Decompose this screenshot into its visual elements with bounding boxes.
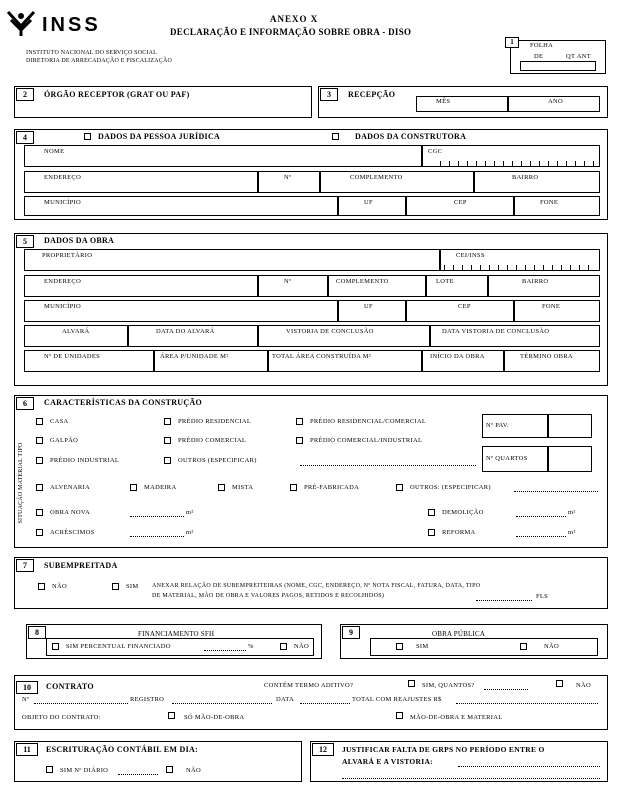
vistoria-label: VISTORIA DE CONCLUSÃO: [286, 328, 374, 335]
box-number-1: 1: [505, 37, 519, 48]
checkbox-pessoa-juridica[interactable]: [84, 133, 91, 140]
checkbox-pub-sim[interactable]: [396, 643, 403, 650]
tipo-predio-comercial-label: PRÉDIO COMERCIAL: [178, 437, 247, 444]
justificar-label-line1: JUSTIFICAR FALTA DE GRPS NO PERÍODO ENTRE O: [342, 745, 545, 754]
annex-title: ANEXO X: [270, 14, 319, 24]
cgc-label: CGC: [428, 148, 443, 155]
complemento-label: COMPLEMENTO: [350, 174, 403, 181]
npav-field[interactable]: [548, 414, 592, 438]
data-vistoria-label: DATA VISTORIA DE CONCLUSÃO: [442, 328, 550, 335]
pessoa-juridica-label: DADOS DA PESSOA JURÍDICA: [98, 132, 221, 141]
reforma-m2: m²: [568, 529, 576, 536]
mes-label: MÊS: [436, 98, 451, 105]
checkbox-escr-sim[interactable]: [46, 766, 53, 773]
caracteristicas-label: CARACTERÍSTICAS DA CONSTRUÇÃO: [44, 398, 203, 407]
recepcao-mes-field[interactable]: [416, 96, 508, 112]
escr-sim-label: SIM Nº DIÁRIO: [60, 767, 109, 774]
checkbox-casa[interactable]: [36, 418, 43, 425]
dados-obra-label: DADOS DA OBRA: [44, 236, 115, 245]
fin-pct-label: %: [248, 643, 254, 650]
area-unidade-label: ÁREA P/UNIDADE M²: [160, 353, 229, 360]
fin-sim-label: SIM PERCENTUAL FINANCIADO: [66, 643, 171, 650]
checkbox-predio-industrial[interactable]: [36, 457, 43, 464]
municipio-label: MUNICÍPIO: [44, 199, 82, 206]
escrituracao-label: ESCRITURAÇÃO CONTÁBIL EM DIA:: [46, 745, 199, 754]
aditivo-quantos-line[interactable]: [484, 689, 528, 690]
obra-numero-field[interactable]: [258, 275, 328, 297]
nome-label: NOME: [44, 148, 65, 155]
checkbox-aditivo-nao[interactable]: [556, 680, 563, 687]
obra-numero-label: Nº: [284, 278, 292, 285]
checkbox-mista[interactable]: [218, 484, 225, 491]
objeto-label: OBJETO DO CONTRATO:: [22, 714, 101, 721]
section-number-4: 4: [16, 131, 34, 144]
cei-ticks: [444, 265, 596, 270]
total-area-label: TOTAL ÁREA CONSTRUÍDA M²: [272, 353, 372, 360]
fone-label: FONE: [540, 199, 559, 206]
registro-line[interactable]: [172, 703, 272, 704]
org-line1: INSTITUTO NACIONAL DO SERVIÇO SOCIAL: [26, 50, 158, 56]
contrato-no-line[interactable]: [34, 703, 128, 704]
obra-bairro-label: BAIRRO: [522, 278, 549, 285]
sub-text-line1: ANEXAR RELAÇÃO DE SUBEMPREITEIRAS (NOME, CGC, ENDEREÇO, Nº NOTA FISCAL, FATURA, DATA, TIPO: [152, 583, 481, 589]
obra-nova-m2: m²: [186, 509, 194, 516]
material-madeira-label: MADEIRA: [144, 484, 177, 491]
checkbox-obra-nova[interactable]: [36, 509, 43, 516]
inicio-obra-label: INÍCIO DA OBRA: [430, 353, 485, 360]
checkbox-demolicao[interactable]: [428, 509, 435, 516]
total-reajustes-line[interactable]: [456, 703, 598, 704]
material-pre-fabricada-label: PRÉ-FABRICADA: [304, 484, 360, 491]
so-mao-de-obra-label: SÓ MÃO-DE-OBRA: [184, 714, 245, 721]
endereco-label: ENDEREÇO: [44, 174, 82, 181]
obra-endereco-label: ENDEREÇO: [44, 278, 82, 285]
aditivo-nao-label: NÃO: [576, 682, 591, 689]
checkbox-fin-nao[interactable]: [280, 643, 287, 650]
obra-uf-label: UF: [364, 303, 373, 310]
alvara-label: ALVARÁ: [62, 328, 90, 335]
situacao-reforma-label: REFORMA: [442, 529, 476, 536]
obra-publica-label: OBRA PÚBLICA: [432, 630, 486, 638]
tipo-outros-label: OUTROS (ESPECIFICAR): [178, 457, 257, 464]
justificar-line2[interactable]: [342, 778, 600, 779]
orgao-receptor-label: ÓRGÃO RECEPTOR (GRAT OU PAF): [44, 90, 190, 99]
checkbox-reforma[interactable]: [428, 529, 435, 536]
nquartos-label: Nº QUARTOS: [486, 455, 528, 462]
situacao-obra-nova-label: OBRA NOVA: [50, 509, 90, 516]
contrato-no-label: Nº: [22, 696, 30, 703]
subempreitada-label: SUBEMPREITADA: [44, 561, 118, 570]
tipo-outros-line[interactable]: [300, 465, 476, 466]
mao-de-obra-material-label: MÃO-DE-OBRA E MATERIAL: [410, 714, 503, 721]
contrato-label: CONTRATO: [46, 682, 94, 691]
sub-fls-line[interactable]: [476, 600, 532, 601]
fin-nao-label: NÃO: [294, 643, 309, 650]
acrescimos-m2: m²: [186, 529, 194, 536]
registro-label: REGISTRO: [130, 696, 165, 703]
checkbox-galpao[interactable]: [36, 437, 43, 444]
construtora-label: DADOS DA CONSTRUTORA: [355, 132, 467, 141]
justificar-line1[interactable]: [458, 766, 600, 767]
obra-publica-inner: [370, 638, 598, 656]
logo-text: INSS: [42, 14, 101, 36]
total-reajustes-label: TOTAL COM REAJUSTES R$: [352, 696, 442, 703]
recepcao-label: RECEPÇÃO: [348, 90, 396, 99]
reforma-line[interactable]: [516, 536, 566, 537]
aditivo-sim-label: SIM, QUANTOS?: [422, 682, 475, 689]
obra-complemento-label: COMPLEMENTO: [336, 278, 389, 285]
checkbox-predio-comercial[interactable]: [164, 437, 171, 444]
npav-label: Nº PAV.: [486, 422, 509, 429]
org-line2: DIRETORIA DE ARRECADAÇÃO E FISCALIZAÇÃO: [26, 58, 173, 64]
section-number-9: 9: [342, 626, 360, 639]
checkbox-pub-nao[interactable]: [520, 643, 527, 650]
checkbox-so-mao-de-obra[interactable]: [168, 712, 175, 719]
folha-field[interactable]: [520, 61, 596, 71]
nome-field[interactable]: [24, 145, 422, 167]
obra-cep-label: CEP: [458, 303, 471, 310]
data-alvara-label: DATA DO ALVARÁ: [156, 328, 215, 335]
acrescimos-line[interactable]: [130, 536, 184, 537]
demolicao-m2: m²: [568, 509, 576, 516]
section-number-8: 8: [28, 626, 46, 639]
situacao-acrescimos-label: ACRÉSCIMOS: [50, 529, 95, 536]
financiamento-label: FINANCIAMENTO SFH: [138, 630, 215, 638]
data-label: DATA: [276, 696, 295, 703]
checkbox-sub-sim[interactable]: [112, 583, 119, 590]
section-number-6: 6: [16, 397, 34, 410]
uf-label: UF: [364, 199, 373, 206]
tipo-predio-residencial-label: PRÉDIO RESIDENCIAL: [178, 418, 252, 425]
checkbox-escr-nao[interactable]: [166, 766, 173, 773]
side-label: SITUAÇÃO MATERIAL TIPO: [18, 442, 24, 524]
section-number-7: 7: [16, 559, 34, 572]
checkbox-sub-nao[interactable]: [38, 583, 45, 590]
justificar-label-line2: ALVARÁ E A VISTORIA:: [342, 757, 433, 766]
material-mista-label: MISTA: [232, 484, 254, 491]
cei-label: CEI/INSS: [456, 252, 485, 259]
folha-de-label: DE: [534, 53, 544, 60]
section-number-3: 3: [320, 88, 338, 101]
demolicao-line[interactable]: [516, 516, 566, 517]
unidades-label: Nº DE UNIDADES: [44, 353, 101, 360]
sub-text-line2: DE MATERIAL, MÃO DE OBRA E VALORES PAGOS, RETIDOS E RECOLHIDOS): [152, 593, 385, 599]
tipo-casa-label: CASA: [50, 418, 69, 425]
tipo-predio-res-com-label: PRÉDIO RESIDENCIAL/COMERCIAL: [310, 418, 427, 425]
data-line[interactable]: [300, 703, 350, 704]
aditivo-label: CONTÉM TERMO ADITIVO?: [264, 682, 354, 689]
obra-nova-line[interactable]: [130, 516, 184, 517]
checkbox-pre-fabricada[interactable]: [290, 484, 297, 491]
checkbox-fin-sim[interactable]: [52, 643, 59, 650]
checkbox-aditivo-sim[interactable]: [408, 680, 415, 687]
termino-obra-label: TÉRMINO OBRA: [520, 353, 573, 360]
checkbox-construtora[interactable]: [332, 133, 339, 140]
section-number-5: 5: [16, 235, 34, 248]
checkbox-madeira[interactable]: [130, 484, 137, 491]
cgc-ticks: [440, 161, 596, 166]
pub-sim-label: SIM: [416, 643, 429, 650]
checkbox-mao-de-obra-material[interactable]: [396, 712, 403, 719]
obra-municipio-label: MUNICÍPIO: [44, 303, 82, 310]
checkbox-alvenaria[interactable]: [36, 484, 43, 491]
section-number-2: 2: [16, 88, 34, 101]
folha-label: FOLHA: [530, 42, 554, 49]
bairro-label: BAIRRO: [512, 174, 539, 181]
tipo-galpao-label: GALPÃO: [50, 437, 79, 444]
inss-emblem-icon: [6, 8, 36, 38]
cep-label: CEP: [454, 199, 467, 206]
tipo-predio-industrial-label: PRÉDIO INDUSTRIAL: [50, 457, 120, 464]
material-outros-line[interactable]: [514, 491, 598, 492]
tipo-predio-com-ind-label: PRÉDIO COMERCIAL/INDUSTRIAL: [310, 437, 423, 444]
checkbox-acrescimos[interactable]: [36, 529, 43, 536]
checkbox-tipo-outros[interactable]: [164, 457, 171, 464]
sub-sim-label: SIM: [126, 583, 139, 590]
obra-lote-label: LOTE: [436, 278, 454, 285]
section-number-11: 11: [16, 743, 38, 756]
checkbox-predio-residencial[interactable]: [164, 418, 171, 425]
fin-pct-line[interactable]: [204, 650, 246, 651]
section-number-10: 10: [16, 681, 38, 694]
ano-label: ANO: [548, 98, 563, 105]
numero-label: Nº: [284, 174, 292, 181]
sub-fls-label: FLS: [536, 593, 549, 600]
folha-qt-label: QT ANT: [566, 53, 591, 60]
orgao-receptor-field[interactable]: [40, 102, 306, 114]
material-outros-label: OUTROS: (ESPECIFICAR): [410, 484, 491, 491]
nquartos-field[interactable]: [548, 446, 592, 472]
checkbox-predio-com-ind[interactable]: [296, 437, 303, 444]
obra-fone-label: FONE: [542, 303, 561, 310]
checkbox-predio-res-com[interactable]: [296, 418, 303, 425]
escr-diario-line[interactable]: [118, 774, 158, 775]
checkbox-material-outros[interactable]: [396, 484, 403, 491]
sub-nao-label: NÃO: [52, 583, 67, 590]
inss-logo: [6, 8, 126, 38]
proprietario-label: PROPRIETÁRIO: [42, 252, 93, 259]
section-number-12: 12: [312, 743, 334, 756]
form-title: DECLARAÇÃO E INFORMAÇÃO SOBRE OBRA - DISO: [170, 27, 412, 37]
escr-nao-label: NÃO: [186, 767, 201, 774]
material-alvenaria-label: ALVENARIA: [50, 484, 91, 491]
situacao-demolicao-label: DEMOLIÇÃO: [442, 509, 484, 516]
pub-nao-label: NÃO: [544, 643, 559, 650]
